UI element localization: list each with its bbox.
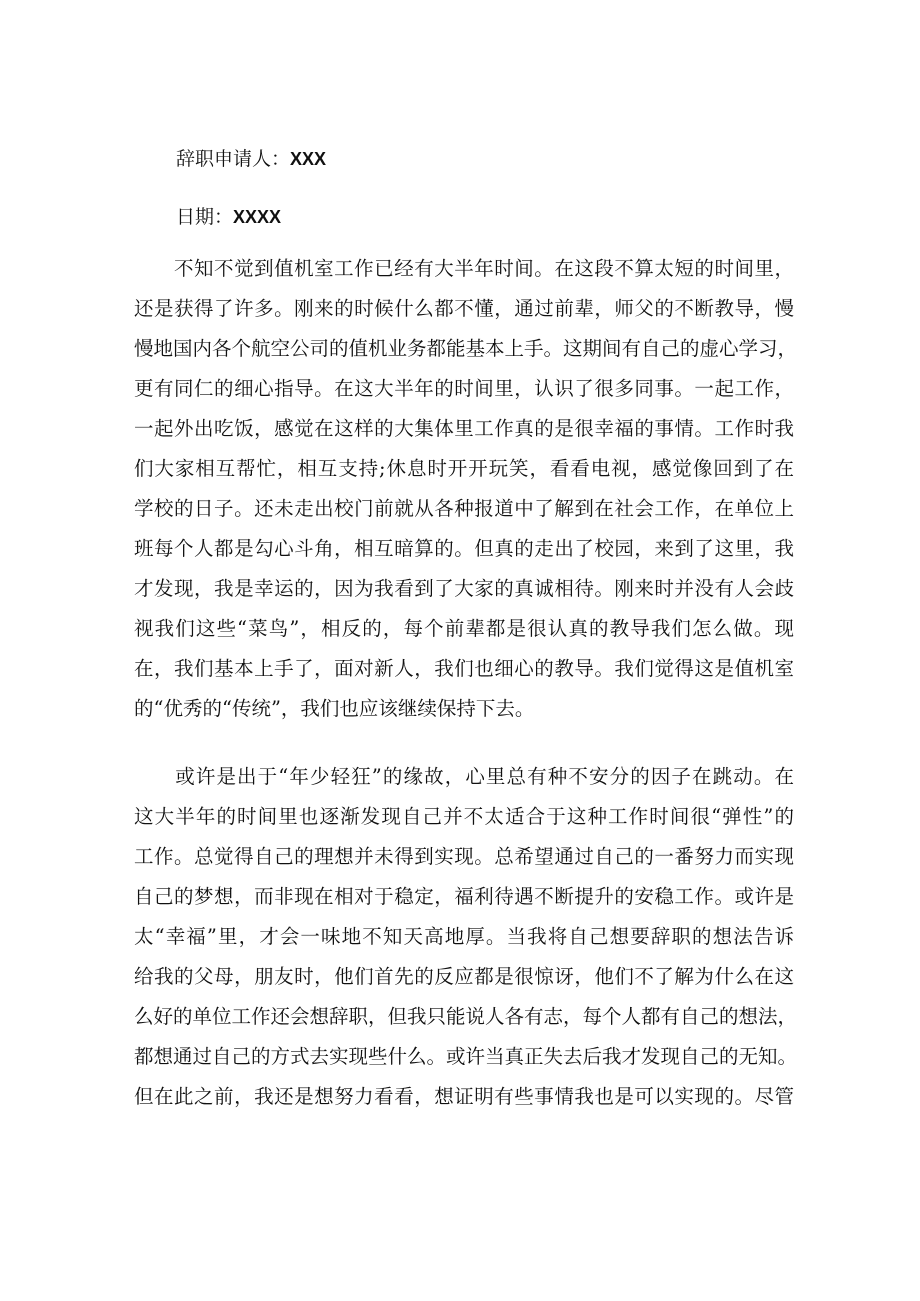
applicant-value: XXX (290, 149, 327, 169)
paragraph-line: 的“优秀的“传统”，我们也应该继续保持下去。 (134, 697, 535, 720)
paragraph-line: 但在此之前，我还是想努力看看，想证明有些事情我也是可以实现的。尽管 (134, 1085, 794, 1108)
paragraph-line: 学校的日子。还未走出校门前就从各种报道中了解到在社会工作，在单位上 (134, 497, 794, 520)
date-line (176, 204, 281, 230)
paragraph-line: 们大家相互帮忙，相互支持;休息时开开玩笑，看看电视，感觉像回到了在 (134, 457, 794, 480)
paragraph-line: 班每个人都是勾心斗角，相互暗算的。但真的走出了校园，来到了这里，我 (134, 537, 794, 560)
paragraph-1 (134, 249, 798, 729)
paragraph-line: 还是获得了许多。刚来的时候什么都不懂，通过前辈，师父的不断教导，慢 (134, 297, 794, 320)
paragraph-line: 更有同仁的细心指导。在这大半年的时间里，认识了很多同事。一起工作， (134, 377, 794, 400)
paragraph-line: 在，我们基本上手了，面对新人，我们也细心的教导。我们觉得这是值机室 (134, 657, 794, 680)
date-value: XXXX (233, 207, 282, 227)
paragraph-line: 太“幸福”里，才会一味地不知天高地厚。当我将自己想要辞职的想法告诉 (134, 925, 794, 948)
paragraph-line: 自己的梦想，而非现在相对于稳定，福利待遇不断提升的安稳工作。或许是 (134, 885, 794, 908)
paragraph-line: 都想通过自己的方式去实现些什么。或许当真正失去后我才发现自己的无知。 (134, 1045, 798, 1068)
paragraph-line: 慢地国内各个航空公司的值机业务都能基本上手。这期间有自己的虚心学习， (134, 337, 798, 360)
applicant-label: 辞职申请人： (176, 148, 291, 170)
paragraph-line: 视我们这些“菜鸟”，相反的，每个前辈都是很认真的教导我们怎么做。现 (134, 617, 794, 640)
applicant-line (176, 146, 326, 172)
paragraph-line: 一起外出吃饭，感觉在这样的大集体里工作真的是很幸福的事情。工作时我 (134, 417, 794, 440)
date-label: 日期： (176, 206, 234, 228)
paragraph-line: 么好的单位工作还会想辞职，但我只能说人各有志，每个人都有自己的想法， (134, 1005, 798, 1028)
paragraph-line: 给我的父母，朋友时，他们首先的反应都是很惊讶，他们不了解为什么在这 (134, 965, 794, 988)
paragraph-line: 工作。总觉得自己的理想并未得到实现。总希望通过自己的一番努力而实现 (134, 845, 794, 868)
paragraph-line: 才发现，我是幸运的，因为我看到了大家的真诚相待。刚来时并没有人会歧 (134, 577, 794, 600)
paragraph-line: 或许是出于“年少轻狂”的缘故，心里总有种不安分的因子在跳动。在 (134, 765, 794, 788)
paragraph-line: 不知不觉到值机室工作已经有大半年时间。在这段不算太短的时间里， (134, 257, 794, 280)
paragraph-line: 这大半年的时间里也逐渐发现自己并不太适合于这种工作时间很“弹性”的 (134, 805, 794, 828)
paragraph-2 (134, 757, 798, 1117)
